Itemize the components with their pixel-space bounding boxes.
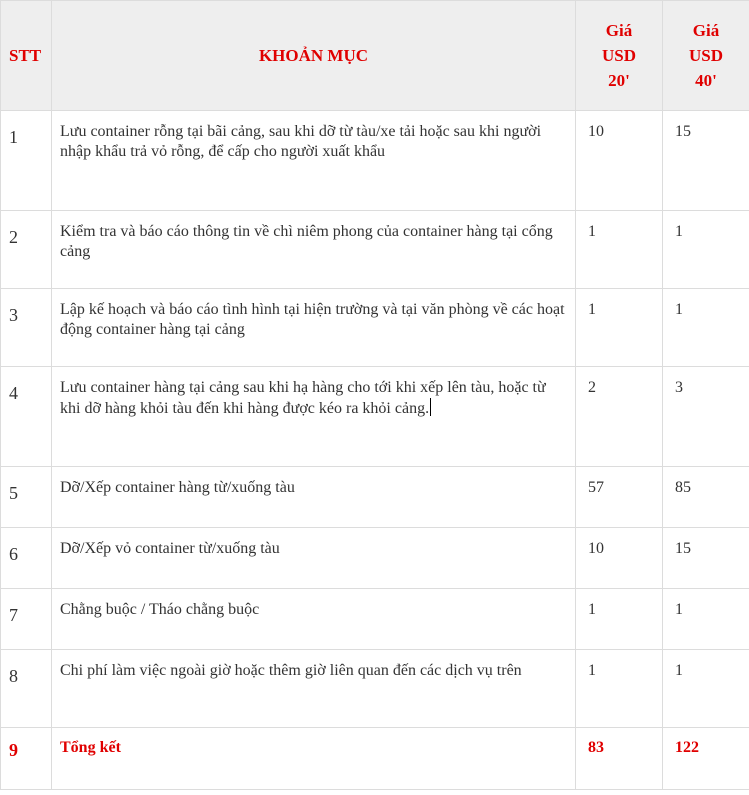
row-price-20: 1 bbox=[576, 289, 663, 367]
table-row bbox=[1, 467, 749, 528]
row-price-20: 1 bbox=[576, 211, 663, 289]
row-desc: Dỡ/Xếp vỏ container từ/xuống tàu bbox=[52, 528, 576, 589]
row-desc: Chằng buộc / Tháo chằng buộc bbox=[52, 589, 576, 650]
header-price-40-line3: 40' bbox=[695, 71, 717, 90]
table-row bbox=[1, 589, 749, 650]
total-price-20: 83 bbox=[576, 728, 663, 790]
header-price-40 bbox=[663, 1, 749, 111]
table-row bbox=[1, 650, 749, 728]
table-row bbox=[1, 211, 749, 289]
header-price-20-line2: USD bbox=[601, 46, 636, 65]
row-price-20: 2 bbox=[576, 367, 663, 467]
row-stt: 6 bbox=[1, 528, 52, 589]
header-price-20 bbox=[576, 1, 663, 111]
table-header bbox=[1, 1, 749, 111]
row-desc: Kiểm tra và báo cáo thông tin về chì niêm phong của container hàng tại cổng cảng bbox=[52, 211, 576, 289]
total-label: Tổng kết bbox=[52, 728, 576, 790]
total-stt: 9 bbox=[1, 728, 52, 790]
row-price-40: 1 bbox=[663, 650, 749, 728]
row-price-20: 57 bbox=[576, 467, 663, 528]
row-desc: Dỡ/Xếp container hàng từ/xuống tàu bbox=[52, 467, 576, 528]
table-row bbox=[1, 367, 749, 467]
row-desc: Lập kế hoạch và báo cáo tình hình tại hiện trường và tại văn phòng về các hoạt động container hàng tại cảng bbox=[52, 289, 576, 367]
row-price-40: 85 bbox=[663, 467, 749, 528]
row-price-40: 15 bbox=[663, 528, 749, 589]
row-stt: 7 bbox=[1, 589, 52, 650]
row-price-20: 1 bbox=[576, 589, 663, 650]
row-stt: 2 bbox=[1, 211, 52, 289]
row-desc-text: Lưu container hàng tại cảng sau khi hạ hàng cho tới khi xếp lên tàu, hoặc từ khi dỡ hàng khỏi tàu đến khi hàng được kéo ra khỏi cảng. bbox=[60, 379, 546, 417]
row-desc: Lưu container rỗng tại bãi cảng, sau khi dỡ từ tàu/xe tải hoặc sau khi người nhập khẩu trả vỏ rỗng, để cấp cho người xuất khẩu bbox=[52, 111, 576, 211]
row-price-20: 10 bbox=[576, 528, 663, 589]
header-row bbox=[1, 1, 749, 111]
row-desc bbox=[52, 367, 576, 467]
row-price-40: 1 bbox=[663, 289, 749, 367]
row-stt: 4 bbox=[1, 367, 52, 467]
row-desc: Chi phí làm việc ngoài giờ hoặc thêm giờ liên quan đến các dịch vụ trên bbox=[52, 650, 576, 728]
header-item: KHOẢN MỤC bbox=[52, 1, 576, 111]
total-row bbox=[1, 728, 749, 790]
row-stt: 3 bbox=[1, 289, 52, 367]
row-stt: 8 bbox=[1, 650, 52, 728]
row-price-40: 3 bbox=[663, 367, 749, 467]
header-price-20-line3: 20' bbox=[608, 71, 630, 90]
row-price-40: 1 bbox=[663, 211, 749, 289]
header-price-40-line1: Giá bbox=[692, 21, 720, 40]
header-price-40-line2: USD bbox=[688, 46, 723, 65]
row-price-40: 15 bbox=[663, 111, 749, 211]
table-row bbox=[1, 111, 749, 211]
text-cursor bbox=[430, 398, 431, 416]
header-stt: STT bbox=[1, 1, 52, 111]
header-price-20-line1: Giá bbox=[605, 21, 633, 40]
row-stt: 5 bbox=[1, 467, 52, 528]
row-price-20: 1 bbox=[576, 650, 663, 728]
row-price-20: 10 bbox=[576, 111, 663, 211]
table-row bbox=[1, 528, 749, 589]
total-price-40: 122 bbox=[663, 728, 749, 790]
table-body bbox=[1, 111, 749, 790]
row-stt: 1 bbox=[1, 111, 52, 211]
table-row bbox=[1, 289, 749, 367]
row-price-40: 1 bbox=[663, 589, 749, 650]
